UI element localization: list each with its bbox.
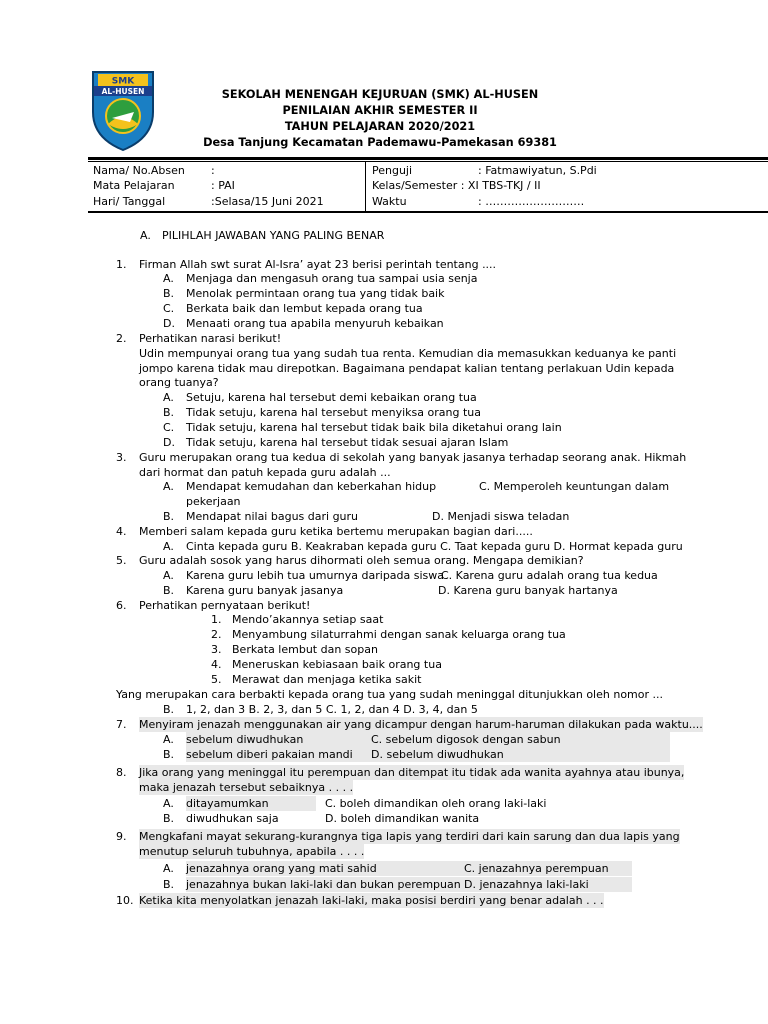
q3-number: 3. [116, 451, 127, 464]
q5-a-letter: A. [163, 569, 174, 582]
q3-option-c[interactable]: C. Memperoleh keuntungan dalam [479, 480, 670, 493]
q1-option-a[interactable]: Menjaga dan mengasuh orang tua sampai usia senja [186, 272, 478, 285]
q2-a-letter: A. [163, 391, 174, 404]
q2-c-letter: C. [163, 421, 175, 434]
q1-a-letter: A. [163, 272, 174, 285]
q9-b-letter: B. [163, 878, 175, 891]
q1-b-letter: B. [163, 287, 175, 300]
q2-option-b[interactable]: Tidak setuju, karena hal tersebut menyiksa orang tua [186, 406, 481, 419]
q9-text-line1: Mengkafani mayat sekurang-kurangnya tiga lapis yang terdiri dari kain sarung dan dua lapis yang [139, 830, 680, 843]
q9-option-b[interactable]: jenazahnya bukan laki-laki dan bukan perempuan [186, 877, 632, 892]
school-logo [90, 68, 156, 152]
q1-d-letter: D. [163, 317, 175, 330]
q2-narration-line1: Udin mempunyai orang tua yang sudah tua renta. Kemudian dia memasukkan keduanya ke panti [139, 347, 677, 360]
q6-statement-4: Meneruskan kebiasaan baik orang tua [232, 658, 442, 671]
q8-option-c[interactable]: C. boleh dimandikan oleh orang laki-laki [325, 797, 547, 810]
q6-number: 6. [116, 599, 127, 612]
q2-option-a[interactable]: Setuju, karena hal tersebut demi kebaikan orang tua [186, 391, 477, 404]
q6-statement-2-num: 2. [211, 628, 222, 641]
section-marker: A. [140, 229, 151, 242]
q4-number: 4. [116, 525, 127, 538]
q2-narration-line3: orang tuanya? [139, 376, 219, 389]
q6-statement-3: Berkata lembut dan sopan [232, 643, 378, 656]
q3-option-b[interactable]: Mendapat nilai bagus dari guru [186, 510, 359, 523]
header-exam-title: PENILAIAN AKHIR SEMESTER II [282, 104, 478, 117]
q5-option-d[interactable]: D. Karena guru banyak hartanya [438, 584, 618, 597]
q7-option-d[interactable]: D. sebelum diwudhukan [371, 748, 504, 761]
subject-value: : PAI [211, 179, 235, 192]
q1-option-d[interactable]: Menaati orang tua apabila menyuruh kebaikan [186, 317, 444, 330]
q7-a-letter: A. [163, 733, 174, 746]
q1-number: 1. [116, 258, 127, 271]
class-semester: Kelas/Semester : XI TBS-TKJ / II [372, 179, 541, 192]
q7-option-c[interactable]: C. sebelum digosok dengan sabun [371, 733, 561, 746]
q3-option-c-cont: pekerjaan [186, 495, 241, 508]
q8-text-line2: maka jenazah tersebut sebaiknya . . . . [139, 781, 354, 794]
q8-option-d[interactable]: D. boleh dimandikan wanita [325, 812, 480, 825]
q9-text-line2: menutup seluruh tubuhnya, apabila . . . . [139, 845, 365, 858]
logo-top-text: SMK [111, 76, 135, 87]
date-label: Hari/ Tanggal [93, 195, 166, 208]
q6-text: Perhatikan pernyataan berikut! [139, 599, 311, 612]
name-label: Nama/ No.Absen [93, 164, 185, 177]
time-value: : ……………………… [478, 195, 585, 208]
q2-option-d[interactable]: Tidak setuju, karena hal tersebut tidak sesuai ajaran Islam [186, 436, 509, 449]
name-value[interactable]: : [211, 164, 215, 177]
q5-option-c[interactable]: C. Karena guru adalah orang tua kedua [441, 569, 658, 582]
q1-c-letter: C. [163, 302, 175, 315]
q2-b-letter: B. [163, 406, 175, 419]
q2-text: Perhatikan narasi berikut! [139, 332, 282, 345]
q1-option-c[interactable]: Berkata baik dan lembut kepada orang tua [186, 302, 423, 315]
q6-statement-1: Mendo’akannya setiap saat [232, 613, 384, 626]
q8-b-letter: B. [163, 812, 175, 825]
q10-number: 10. [116, 894, 134, 907]
q3-text-line2: dari hormat dan patuh kepada guru adalah ... [139, 466, 391, 479]
q9-number: 9. [116, 830, 127, 843]
q8-option-a[interactable]: ditayamumkan [186, 796, 316, 811]
q6-b-letter: B. [163, 703, 175, 716]
header-rule-thin [88, 161, 768, 162]
q8-text-line1: Jika orang yang meninggal itu perempuan dan ditempat itu tidak ada wanita ayahnya atau ibunya, [139, 766, 685, 779]
q2-d-letter: D. [163, 436, 175, 449]
q5-option-a[interactable]: Karena guru lebih tua umurnya daripada siswa [186, 569, 445, 582]
header-year: TAHUN PELAJARAN 2020/2021 [284, 120, 476, 133]
header-address: Desa Tanjung Kecamatan Pademawu-Pamekasan 69381 [203, 136, 557, 149]
q8-a-letter: A. [163, 797, 174, 810]
q2-narration-line2: jompo karena tidak mau direpotkan. Bagaimana pendapat kalian tentang perlakuan Udin kepada [139, 362, 675, 375]
q6-question: Yang merupakan cara berbakti kepada orang tua yang sudah meninggal ditunjukkan oleh nomor ... [116, 688, 664, 701]
q3-b-letter: B. [163, 510, 175, 523]
q1-option-b[interactable]: Menolak permintaan orang tua yang tidak baik [186, 287, 445, 300]
section-title: PILIHLAH JAWABAN YANG PALING BENAR [162, 229, 385, 242]
q9-a-letter: A. [163, 862, 174, 875]
q6-statement-2: Menyambung silaturrahmi dengan sanak keluarga orang tua [232, 628, 566, 641]
q6-statement-4-num: 4. [211, 658, 222, 671]
examiner-label: Penguji [372, 164, 413, 177]
q5-b-letter: B. [163, 584, 175, 597]
q7-b-letter: B. [163, 748, 175, 761]
q6-options[interactable]: 1, 2, dan 3 B. 2, 3, dan 5 C. 1, 2, dan 4 D. 3, 4, dan 5 [186, 703, 478, 716]
q2-option-c[interactable]: Tidak setuju, karena hal tersebut tidak baik bila diketahui orang lain [186, 421, 562, 434]
q7-option-a[interactable]: sebelum diwudhukan [186, 732, 670, 747]
q10-text: Ketika kita menyolatkan jenazah laki-laki, maka posisi berdiri yang benar adalah . . . [139, 894, 604, 907]
q2-number: 2. [116, 332, 127, 345]
q4-text: Memberi salam kepada guru ketika bertemu merupakan bagian dari..... [139, 525, 533, 538]
q8-option-b[interactable]: diwudhukan saja [186, 812, 279, 825]
time-label: Waktu [372, 195, 407, 208]
q5-text: Guru adalah sosok yang harus dihormati oleh semua orang. Mengapa demikian? [139, 554, 584, 567]
info-divider [365, 162, 366, 212]
q5-option-b[interactable]: Karena guru banyak jasanya [186, 584, 344, 597]
q7-option-b[interactable]: sebelum diberi pakaian mandi [186, 747, 670, 762]
q1-text: Firman Allah swt surat Al-Isra’ ayat 23 berisi perintah tentang .... [139, 258, 497, 271]
q6-statement-5: Merawat dan menjaga ketika sakit [232, 673, 422, 686]
header-school-name: SEKOLAH MENENGAH KEJURUAN (SMK) AL-HUSEN [221, 88, 539, 101]
q6-statement-3-num: 3. [211, 643, 222, 656]
q4-a-letter: A. [163, 540, 174, 553]
date-value: :Selasa/15 Juni 2021 [211, 195, 324, 208]
header-rule [88, 157, 768, 160]
logo-name-text: AL-HUSEN [101, 87, 145, 96]
q7-text: Menyiram jenazah menggunakan air yang dicampur dengan harum-haruman dilakukan pada waktu.... [139, 718, 703, 731]
q3-text-line1: Guru merupakan orang tua kedua di sekolah yang banyak jasanya terhadap seorang anak. Hikmah [139, 451, 687, 464]
q6-statement-5-num: 5. [211, 673, 222, 686]
q6-statement-1-num: 1. [211, 613, 222, 626]
info-rule [88, 211, 768, 213]
q3-option-d[interactable]: D. Menjadi siswa teladan [432, 510, 570, 523]
q5-number: 5. [116, 554, 127, 567]
q9-option-a[interactable]: jenazahnya orang yang mati sahid [186, 861, 632, 876]
q9-option-c[interactable]: C. jenazahnya perempuan [464, 862, 609, 875]
subject-label: Mata Pelajaran [93, 179, 175, 192]
q4-options[interactable]: Cinta kepada guru B. Keakraban kepada guru C. Taat kepada guru D. Hormat kepada guru [186, 540, 683, 553]
examiner-value: : Fatmawiyatun, S.Pdi [478, 164, 597, 177]
q3-option-a[interactable]: Mendapat kemudahan dan keberkahan hidup [186, 480, 437, 493]
q3-a-letter: A. [163, 480, 174, 493]
q9-option-d[interactable]: D. jenazahnya laki-laki [464, 878, 589, 891]
q7-number: 7. [116, 718, 127, 731]
q8-number: 8. [116, 766, 127, 779]
